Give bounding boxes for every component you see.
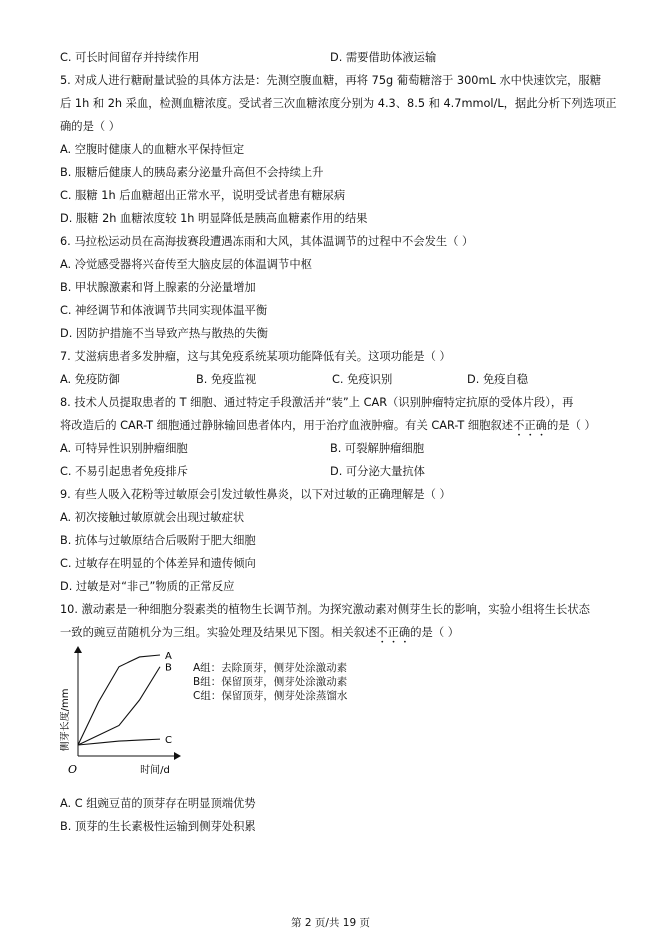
q9-option-d: D. 过敏是对“非己”物质的正常反应	[60, 580, 235, 593]
q8-option-d: D. 可分泌大量抗体	[330, 465, 425, 478]
q5-stem-line3: 确的是（ ）	[60, 120, 121, 133]
option-c: C. 可长时间留存并持续作用	[60, 51, 200, 64]
q7-stem: 7. 艾滋病患者多发肿瘤，这与其免疫系统某项功能降低有关。这项功能是（ ）	[60, 350, 451, 363]
q5-option-b: B. 服糖后健康人的胰岛素分泌量升高但不会持续上升	[60, 166, 324, 179]
q8-stem-line1: 8. 技术人员提取患者的 T 细胞、通过特定手段激活并“装”上 CAR（识别肿瘤特定抗原的受体片段），再	[60, 396, 574, 409]
series-line-b	[78, 667, 160, 745]
q5-option-a: A. 空腹时健康人的血糖水平保持恒定	[60, 143, 245, 156]
series-line-a	[78, 655, 160, 745]
q7-option-a: A. 免疫防御	[60, 373, 120, 386]
q5-option-d: D. 服糖 2h 血糖浓度较 1h 明显降低是胰高血糖素作用的结果	[60, 212, 368, 225]
q9-option-b: B. 抗体与过敏原结合后吸附于肥大细胞	[60, 534, 256, 547]
page-footer: 第 2 页/共 19 页	[291, 917, 370, 929]
legend-a: A组：去除顶芽，侧芽处涂激动素	[193, 662, 348, 674]
q6-option-b: B. 甲状腺激素和肾上腺素的分泌量增加	[60, 281, 256, 294]
q8-option-b: B. 可裂解肿瘤细胞	[330, 442, 425, 455]
q7-option-c: C. 免疫识别	[332, 373, 393, 386]
q10-option-a: A. C 组豌豆苗的顶芽存在明显顶端优势	[60, 797, 256, 810]
q7-option-d: D. 免疫自稳	[467, 373, 529, 386]
series-label-b: B	[165, 662, 172, 674]
series-label-c: C	[165, 735, 172, 747]
q6-option-a: A. 冷觉感受器将兴奋传至大脑皮层的体温调节中枢	[60, 258, 312, 271]
legend-b: B组：保留顶芽，侧芽处涂激动素	[193, 676, 348, 688]
q5-stem-line2: 后 1h 和 2h 采血，检测血糖浓度。受试者三次血糖浓度分别为 4.3、8.5 和 4.7mmol/L，据此分析下列选项正	[60, 97, 617, 110]
option-d: D. 需要借助体液运输	[330, 51, 437, 64]
y-axis-label: 侧芽长度/mm	[60, 688, 71, 752]
emphasis-not-correct: 不正确	[376, 626, 411, 639]
q10-stem-line1: 10. 激动素是一种细胞分裂素类的植物生长调节剂。为探究激动素对侧芽生长的影响，实验小组将生长状态	[60, 603, 590, 616]
q10-stem-line2: 一致的豌豆苗随机分为三组。实验处理及结果见下图。相关叙述不正确的是（ ）	[60, 626, 460, 639]
q5-stem-line1: 5. 对成人进行糖耐量试验的具体方法是：先测空腹血糖，再将 75g 葡萄糖溶于 300mL 水中快速饮完，服糖	[60, 74, 602, 87]
q7-option-b: B. 免疫监视	[196, 373, 257, 386]
q9-option-a: A. 初次接触过敏原就会出现过敏症状	[60, 511, 245, 524]
q9-option-c: C. 过敏存在明显的个体差异和遗传倾向	[60, 557, 256, 570]
legend-c: C组：保留顶芽，侧芽处涂蒸馏水	[193, 690, 348, 702]
q6-option-d: D. 因防护措施不当导致产热与散热的失衡	[60, 327, 268, 340]
emphasis-not-correct: 不正确	[513, 419, 547, 432]
series-line-c	[78, 739, 160, 745]
q9-stem: 9. 有些人吸入花粉等过敏原会引发过敏性鼻炎，以下对过敏的正确理解是（ ）	[60, 488, 451, 501]
origin-label: O	[68, 763, 78, 776]
q8-option-a: A. 可特异性识别肿瘤细胞	[60, 442, 188, 455]
q6-option-c: C. 神经调节和体液调节共同实现体温平衡	[60, 304, 268, 317]
series-label-a: A	[165, 651, 172, 662]
q10-option-b: B. 顶芽的生长素极性运输到侧芽处积累	[60, 820, 256, 833]
x-axis-label: 时间/d	[140, 765, 170, 776]
q5-option-c: C. 服糖 1h 后血糖超出正常水平，说明受试者患有糖尿病	[60, 189, 346, 202]
q8-stem-line2: 将改造后的 CAR-T 细胞通过静脉输回患者体内，用于治疗血液肿瘤。有关 CAR-T 细胞叙述不正确的是（ ）	[60, 419, 596, 432]
q6-stem: 6. 马拉松运动员在高海拔赛段遭遇冻雨和大风，其体温调节的过程中不会发生（ ）	[60, 235, 474, 248]
q8-option-c: C. 不易引起患者免疫排斥	[60, 465, 189, 478]
